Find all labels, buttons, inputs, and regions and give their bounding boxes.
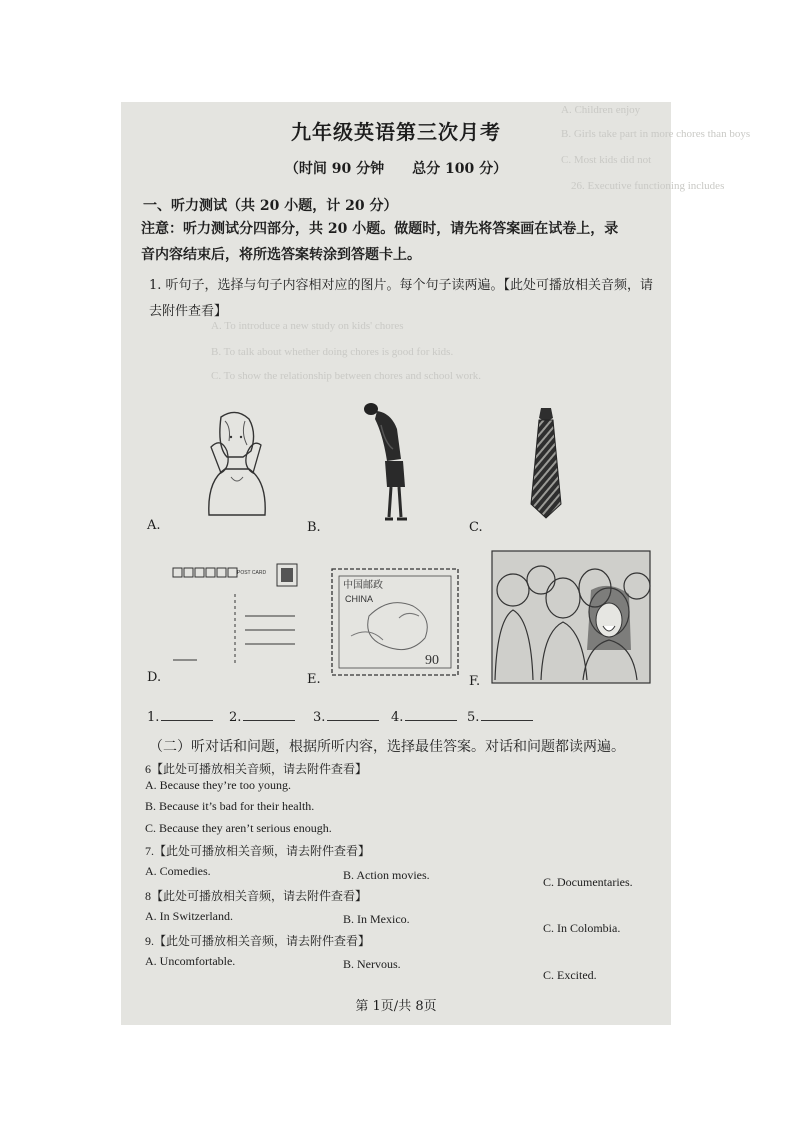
- picture-label-f: F.: [469, 674, 481, 689]
- answer-blank-3[interactable]: 3.: [313, 708, 379, 725]
- answer-blank-1[interactable]: 1.: [147, 708, 213, 725]
- picture-label-c: C.: [469, 520, 483, 535]
- answer-blank-5[interactable]: 5.: [467, 708, 533, 725]
- option-6-b[interactable]: B. Because it’s bad for their health.: [145, 799, 315, 813]
- woman-covering-ears-picture: [191, 407, 281, 517]
- woman-bowing-picture: [357, 399, 417, 524]
- option-7-b[interactable]: B. Action movies.: [343, 868, 430, 882]
- stamp-text: 中国邮政: [343, 580, 383, 591]
- picture-label-b: B.: [307, 520, 321, 535]
- crowd-crying-picture: [491, 550, 651, 684]
- section-heading: （二）听对话和问题，根据所听内容，选择最佳答案。对话和问题都读两遍。: [149, 739, 625, 755]
- postcard-picture: [167, 560, 307, 672]
- option-6-a[interactable]: A. Because they’re too young.: [145, 778, 291, 792]
- bleed-through-text: C. Most kids did not: [561, 154, 652, 166]
- instruction-line: 音内容结束后，将所选答案转涂到答题卡上。: [141, 247, 421, 263]
- striped-tie-picture: [529, 408, 563, 520]
- option-7-c[interactable]: C. Documentaries.: [543, 875, 633, 889]
- bleed-through-text: 26. Executive functioning includes: [571, 180, 725, 192]
- option-7-a[interactable]: A. Comedies.: [145, 864, 211, 878]
- exam-subtitle: （时间 90 分钟 总分 100 分）: [284, 161, 508, 177]
- answer-blank-2[interactable]: 2.: [229, 708, 295, 725]
- option-8-c[interactable]: C. In Colombia.: [543, 921, 621, 935]
- picture-label-e: E.: [307, 672, 321, 687]
- bleed-through-text: A. To introduce a new study on kids' chores: [211, 320, 404, 332]
- question-8-stem: 8【此处可播放相关音频，请去附件查看】: [145, 889, 368, 903]
- exam-page: [121, 102, 751, 1025]
- option-8-a[interactable]: A. In Switzerland.: [145, 909, 233, 923]
- picture-label-d: D.: [147, 670, 162, 685]
- bleed-through-text: B. Girls take part in more chores than boys: [561, 128, 751, 140]
- option-9-b[interactable]: B. Nervous.: [343, 957, 401, 971]
- picture-label-a: A.: [147, 518, 161, 533]
- exam-title: 九年级英语第三次月考: [291, 120, 501, 144]
- question-6-stem: 6【此处可播放相关音频，请去附件查看】: [145, 762, 368, 776]
- question-1-stem: 1. 听句子，选择与句子内容相对应的图片。每个句子读两遍。【此处可播放相关音频，请: [149, 278, 654, 293]
- postcard-text: POST CARD: [237, 570, 267, 576]
- option-6-c[interactable]: C. Because they aren’t serious enough.: [145, 821, 332, 835]
- bleed-through-text: A. Children enjoy: [561, 104, 641, 116]
- question-1-stem: 去附件查看】: [149, 304, 228, 319]
- option-9-a[interactable]: A. Uncomfortable.: [145, 954, 236, 968]
- section-heading: 一、听力测试（共 20 小题，计 20 分）: [143, 198, 398, 214]
- instruction-line: 注意：听力测试分四部分，共 20 小题。做题时，请先将答案画在试卷上，录: [141, 221, 619, 237]
- bleed-through-text: B. To talk about whether doing chores is good for kids.: [211, 346, 454, 358]
- stamp-country: CHINA: [345, 594, 374, 604]
- stamp-picture: [329, 566, 461, 678]
- question-7-stem: 7.【此处可播放相关音频，请去附件查看】: [145, 844, 371, 858]
- option-8-b[interactable]: B. In Mexico.: [343, 912, 410, 926]
- option-9-c[interactable]: C. Excited.: [543, 968, 597, 982]
- bleed-through-text: C. To show the relationship between chores and school work.: [211, 370, 481, 382]
- stamp-value: 90: [425, 653, 439, 668]
- question-9-stem: 9.【此处可播放相关音频，请去附件查看】: [145, 934, 371, 948]
- page-number: 第 1页/共 8页: [355, 999, 437, 1014]
- answer-blank-4[interactable]: 4.: [391, 708, 457, 725]
